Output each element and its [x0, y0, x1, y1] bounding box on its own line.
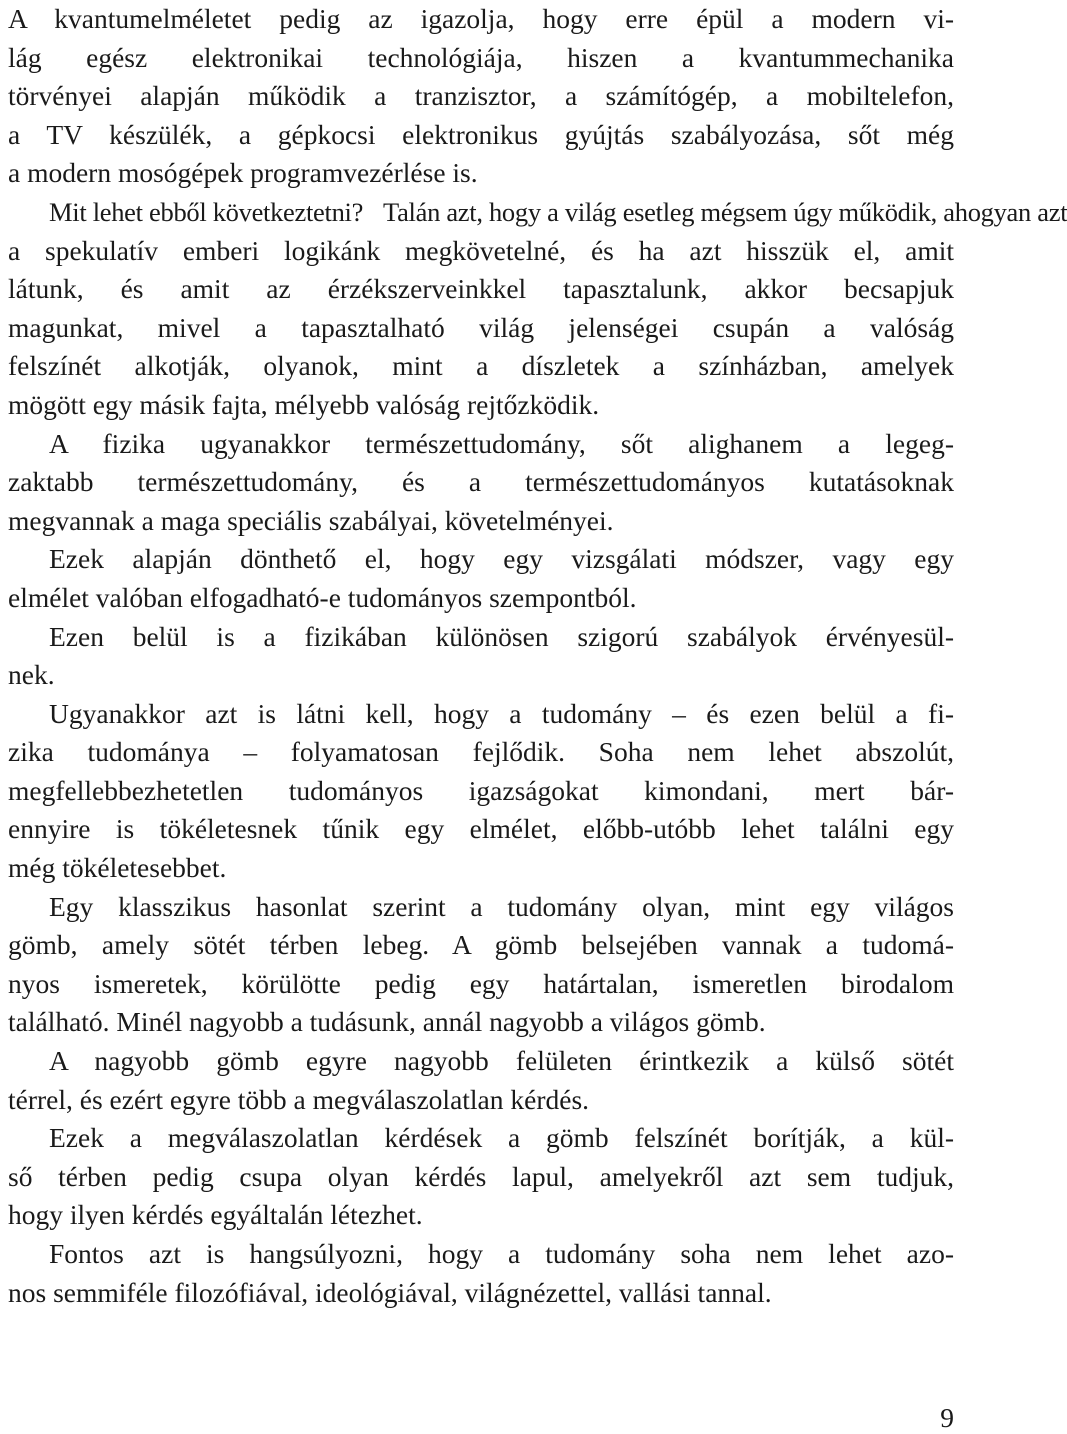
- text-line: a modern mosógépek programvezérlése is.: [8, 157, 478, 189]
- text-line: nos semmiféle filozófiával, ideológiával, világnézettel, vallási tannal.: [8, 1276, 772, 1308]
- text-line: magunkat, mivel a tapasztalható világ jelenségei csupán a valóság: [8, 311, 954, 343]
- text-line: a spekulatív emberi logikánk megkövetelné, és ha azt hisszük el, amit: [8, 234, 954, 266]
- text-line: nyos ismeretek, körülötte pedig egy határtalan, ismeretlen birodalom: [8, 967, 954, 999]
- text-line: zika tudománya – folyamatosan fejlődik. Soha nem lehet abszolút,: [8, 736, 954, 768]
- text-line: lág egész elektronikai technológiája, hiszen a kvantummechanika: [8, 41, 954, 73]
- text-line: Ezen belül is a fizikában különösen szigorú szabályok érvényesül-: [49, 620, 954, 652]
- text-line: ennyire is tökéletesnek tűnik egy elmélet, előbb-utóbb lehet találni egy: [8, 813, 954, 845]
- text-line: megfellebbezhetetlen tudományos igazságokat kimondani, mert bár-: [8, 774, 954, 806]
- text-line: A kvantumelméletet pedig az igazolja, hogy erre épül a modern vi-: [8, 3, 954, 34]
- text-line: Ezek a megválaszolatlan kérdések a gömb felszínét borítják, a kül-: [49, 1122, 954, 1154]
- text-line: még tökéletesebbet.: [8, 852, 227, 884]
- body-text: [8, 0, 1067, 1312]
- sentence-answer: Talán azt, hogy a világ esetleg mégsem úgy működik, ahogyan azt: [383, 196, 1067, 227]
- text-line: Fontos azt is hangsúlyozni, hogy a tudomány soha nem lehet azo-: [49, 1238, 954, 1269]
- text-line: gömb, amely sötét térben lebeg. A gömb belsejében vannak a tudomá-: [8, 929, 954, 961]
- text-line: A fizika ugyanakkor természettudomány, sőt alighanem a legeg-: [49, 427, 954, 459]
- text-line: mögött egy másik fajta, mélyebb valóság rejtőzködik.: [8, 388, 600, 420]
- text-line: [8, 193, 1067, 232]
- text-line: a TV készülék, a gépkocsi elektronikus gyújtás szabályozása, sőt még: [8, 118, 954, 150]
- text-line: törvényei alapján működik a tranzisztor, a számítógép, a mobiltelefon,: [8, 80, 954, 112]
- text-line: térrel, és ezért egyre több a megválaszolatlan kérdés.: [8, 1083, 590, 1115]
- text-line: Egy klasszikus hasonlat szerint a tudomány olyan, mint egy világos: [49, 890, 954, 922]
- page-number: 9: [940, 1402, 954, 1433]
- text-line: zaktabb természettudomány, és a természettudományos kutatásoknak: [8, 466, 954, 498]
- text-line: ső térben pedig csupa olyan kérdés lapul, amelyekről azt sem tudjuk,: [8, 1160, 954, 1192]
- text-line: megvannak a maga speciális szabályai, követelményei.: [8, 504, 614, 536]
- text-line: Ugyanakkor azt is látni kell, hogy a tudomány – és ezen belül a fi-: [49, 697, 954, 729]
- text-line: A nagyobb gömb egyre nagyobb felületen érintkezik a külső sötét: [49, 1045, 954, 1077]
- text-line: felszínét alkotják, olyanok, mint a díszletek a színházban, amelyek: [8, 350, 954, 382]
- sentence-question: Mit lehet ebből következtetni?: [49, 196, 364, 227]
- text-line: Ezek alapján dönthető el, hogy egy vizsgálati módszer, vagy egy: [49, 543, 954, 575]
- text-line: látunk, és amit az érzékszerveinkkel tapasztalunk, akkor becsapjuk: [8, 273, 954, 305]
- document-page: [8, 0, 1067, 1312]
- text-line: hogy ilyen kérdés egyáltalán létezhet.: [8, 1199, 423, 1231]
- text-line: nek.: [8, 659, 55, 691]
- text-line: található. Minél nagyobb a tudásunk, annál nagyobb a világos gömb.: [8, 1006, 766, 1038]
- text-line: elmélet valóban elfogadható-e tudományos szempontból.: [8, 581, 637, 613]
